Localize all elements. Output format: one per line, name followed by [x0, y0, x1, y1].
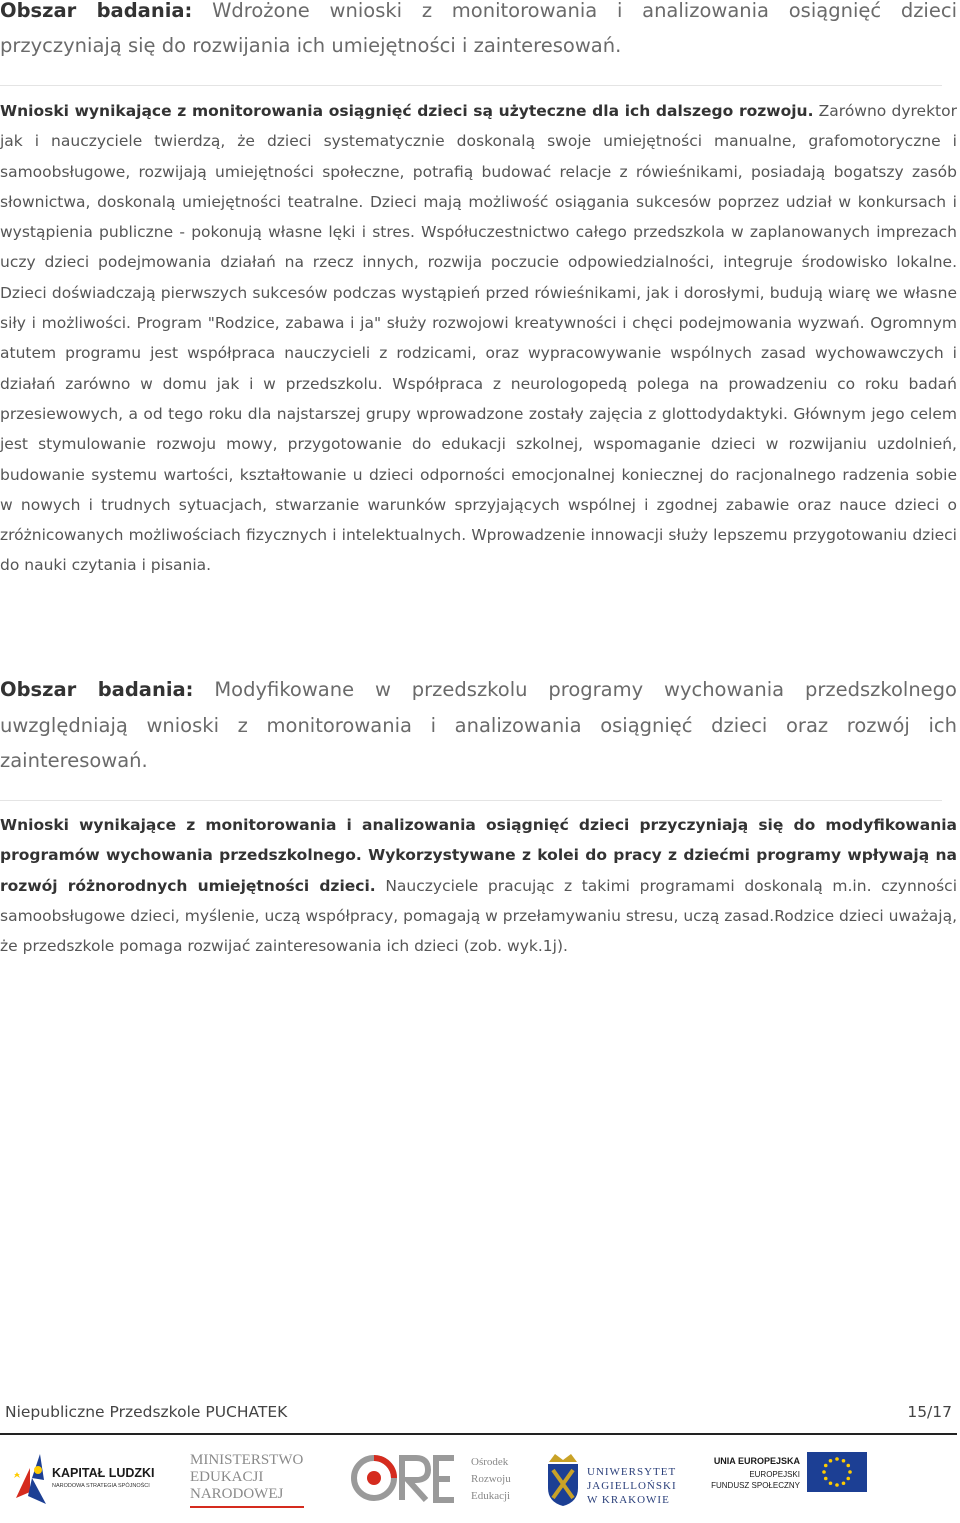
kapital-ludzki-emblem-icon	[10, 1448, 50, 1508]
ore-line-2: Rozwoju	[471, 1473, 511, 1485]
ue-line-3: FUNDUSZ SPOŁECZNY	[711, 1481, 800, 1490]
eu-star-icon	[829, 1481, 833, 1485]
ue-logo	[704, 1442, 870, 1514]
area-heading-text: Modyfikowane w przedszkolu programy wychowania przedszkolnego uwzględniają wnioski z monitorowania i analizowania osiągnięć dzieci oraz rozwój ich zainteresowań.	[0, 678, 957, 772]
body-1: Zarówno dyrektor jak i nauczyciele twierdzą, że dzieci systematycznie doskonalą swoje umiejętności manualne, grafomotoryczne i samoobsługowe, rozwijają umiejętności społeczne, potrafią budować relacje z rówieśnikami, posiadają bogatszy zasób słownictwa, doskonalą umiejętności teatralne. Dzieci mają możliwość osiągania sukcesów poprzez udział w konkursach i wystąpienia publiczne - pokonują własne lęki i stres. Współuczestnictwo całego przedszkola w zaplanowanych imprezach uczy dzieci podejmowania działań na rzecz innych, rozwija poczucie odpowiedzialności, integruje środowisko lokalne. Dzieci doświadczają pierwszych sukcesów podczas wystąpień przed rówieśnikami, jak i dorosłymi, budują wiarę we własne siły i możliwości. Program "Rodzice, zabawa i ja" służy rozwojowi kreatywności i chęci podejmowania wyzwań. Ogromnym atutem programu jest współpraca nauczycieli z rodzicami, oraz wypracowywanie wspólnych zasad wychowawczych i działań zarówno w domu jak i w przedszkolu. Współpraca z neurologopedą polega na prowadzeniu co roku badań przesiewowych, a od tego roku dla najstarszej grupy wprowadzone zostały zajęcia z glottodydaktyki. Głównym jego celem jest stymulowanie rozwoju mowy, przygotowanie do edukacji szkolnej, wspomaganie dzieci w rozwijaniu uzdolnień, budowanie systemu wartości, kształtowanie u dzieci odporności emocjonalnej koniecznej do racjonalnego radzenia sobie w nowych i trudnych sytuacjach, stwarzanie warunków sprzyjających wspólnej i zgodnej zabawie oraz nauce dzieci o zróżnicowanych możliwościach fizycznych i intelektualnych. Wprowadzenie innowacji służy lepszemu przygotowaniu dzieci do nauki czytania i pisania.	[0, 102, 957, 575]
eu-star-icon	[835, 1457, 839, 1461]
eu-star-icon	[848, 1470, 852, 1474]
section-1-body	[0, 96, 957, 581]
ue-line-1: UNIA EUROPEJSKA	[713, 1456, 800, 1466]
kapital-ludzki-subtitle: NARODOWA STRATEGIA SPÓJNOŚCI	[52, 1483, 150, 1489]
ore-line-3: Edukacji	[471, 1490, 511, 1502]
men-line-1: MINISTERSTWO	[190, 1452, 304, 1468]
body-2: Nauczyciele pracując z takimi programami doskonalą m.in. czynności samoobsługowe dzieci, myślenie, uczą współpracy, pomagają w przełamywaniu stresu, uczą zasad.Rodzice dzieci uważają, że przedszkole pomaga rozwijać zainteresowania ich dzieci (zob. wyk.1j).	[0, 876, 957, 956]
men-logo	[188, 1442, 313, 1514]
footer-rule	[0, 1433, 957, 1435]
area-heading-label: Obszar badania:	[0, 0, 193, 22]
eu-star-icon	[824, 1464, 828, 1468]
conclusion-2: Wnioski wynikające z monitorowania i analizowania osiągnięć dzieci przyczyniają się do modyfikowania programów wychowania przedszkolnego. Wykorzystywane z kolei do pracy z dziećmi programy wpływają na rozwój różnorodnych umiejętności dzieci.	[0, 816, 957, 895]
men-line-3: NARODOWEJ	[190, 1486, 284, 1502]
area-heading-1	[0, 0, 957, 63]
separator-2	[0, 800, 942, 801]
eu-star-icon	[822, 1470, 826, 1474]
section-2-body	[0, 810, 957, 961]
conclusion-1: Wnioski wynikające z monitorowania osiągnięć dzieci są użyteczne dla ich dalszego rozwoju.	[0, 102, 814, 120]
ore-line-1: Ośrodek	[471, 1456, 509, 1468]
sponsor-logos	[0, 1442, 960, 1514]
eu-star-icon	[842, 1459, 846, 1463]
uj-crest-icon	[545, 1450, 581, 1508]
eu-flag-icon	[807, 1452, 867, 1492]
uj-line-2: JAGIELLOŃSKI	[587, 1480, 677, 1492]
eu-star-icon	[835, 1483, 839, 1487]
ue-line-2: EUROPEJSKI	[749, 1470, 800, 1479]
ore-mark-icon	[350, 1452, 458, 1508]
men-underline	[190, 1506, 304, 1508]
uj-line-1: UNIWERSYTET	[587, 1466, 677, 1478]
eu-star-icon	[846, 1464, 850, 1468]
kapital-ludzki-logo	[6, 1442, 176, 1514]
area-heading-text: Wdrożone wnioski z monitorowania i analizowania osiągnięć dzieci przyczyniają się do rozwijania ich umiejętności i zainteresowań.	[0, 0, 957, 57]
footer-page-number: 15/17	[907, 1403, 952, 1421]
paragraph-1	[0, 96, 957, 581]
eu-star-icon	[842, 1481, 846, 1485]
eu-star-icon	[846, 1477, 850, 1481]
kapital-ludzki-title: KAPITAŁ LUDZKI	[52, 1466, 155, 1480]
eu-star-icon	[829, 1459, 833, 1463]
eu-star-icon	[824, 1477, 828, 1481]
footer-institution: Niepubliczne Przedszkole PUCHATEK	[5, 1403, 288, 1421]
uj-logo	[545, 1442, 685, 1514]
separator-1	[0, 85, 942, 86]
area-heading-2	[0, 672, 957, 779]
section-1	[0, 0, 957, 63]
paragraph-2	[0, 810, 957, 961]
area-heading-label: Obszar badania:	[0, 678, 194, 701]
section-2	[0, 672, 957, 779]
men-line-2: EDUKACJI	[190, 1469, 264, 1485]
uj-line-3: W KRAKOWIE	[587, 1494, 670, 1506]
ore-logo	[350, 1442, 520, 1514]
